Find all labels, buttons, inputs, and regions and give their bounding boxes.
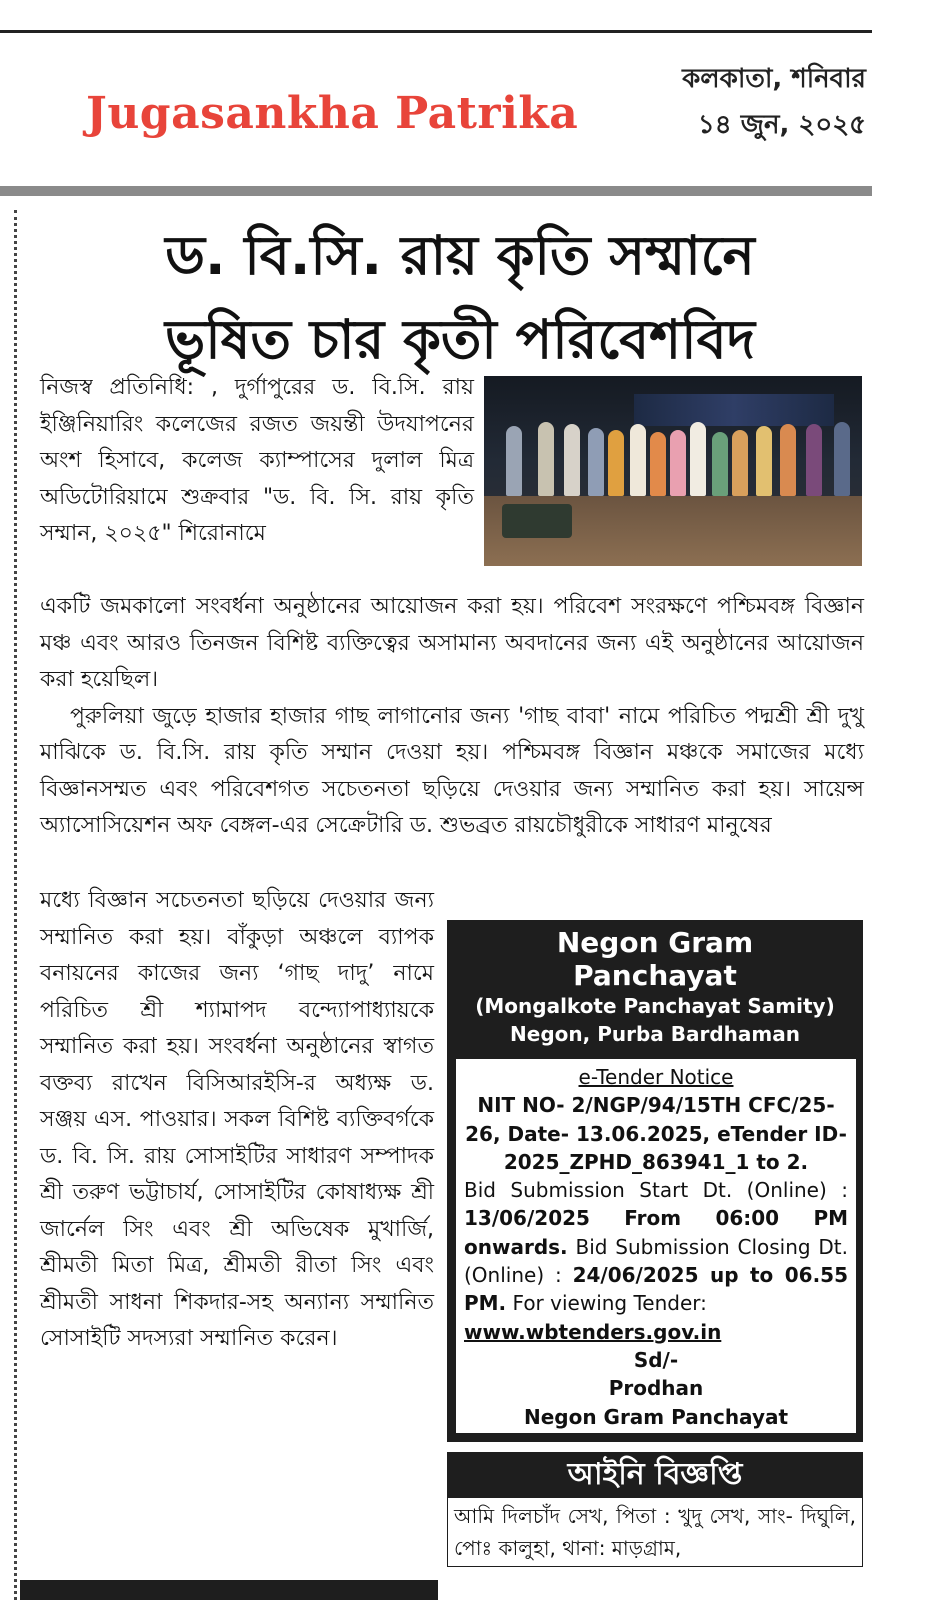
column-dotted-divider xyxy=(14,210,17,1600)
event-photo xyxy=(484,376,862,566)
tender-closing-value: 24/06/2025 up to 06.55 PM. xyxy=(464,1263,849,1316)
article-paragraph-1-rest: একটি জমকালো সংবর্ধনা অনুষ্ঠানের আয়োজন করা হয়। পরিবেশ সংরক্ষণে পশ্চিমবঙ্গ বিজ্ঞান মঞ্চ এবং আরও তিনজন বিশিষ্ট ব্যক্তিত্বের অসামান্য অবদানের জন্য এই অনুষ্ঠানের আয়োজন করা হয়েছিল। xyxy=(40,594,864,692)
headline-line-1: ড. বি.সি. রায় কৃতি সম্মানে xyxy=(165,224,755,287)
person-figure xyxy=(564,424,580,496)
legal-notice-body: আমি দিলচাঁদ সেখ, পিতা : খুদু সেখ, সাং- দিঘুলি, পোঃ কালুহা, থানা: মাড়গ্রাম, xyxy=(447,1498,863,1567)
person-figure xyxy=(650,432,666,496)
top-rule xyxy=(0,30,872,33)
tender-start-label: Bid Submission Start Dt. (Online) : xyxy=(464,1178,848,1203)
tender-nit: NIT NO- 2/NGP/94/15TH CFC/25-26, Date- 13.06.2025, eTender ID- 2025_ZPHD_863941_1 to 2. xyxy=(465,1093,847,1174)
masthead-title: Jugasankha Patrika xyxy=(86,88,579,139)
person-figure xyxy=(780,424,796,496)
tender-org-line-2: Panchayat xyxy=(573,959,737,992)
tender-samity: (Mongalkote Panchayat Samity) xyxy=(475,994,835,1018)
person-figure xyxy=(712,432,728,496)
stage-banner xyxy=(634,394,834,426)
person-figure xyxy=(690,422,706,496)
headline-line-2: ভূষিত চার কৃতী পরিবেশবিদ xyxy=(164,308,755,371)
tender-location: Negon, Purba Bardhaman xyxy=(510,1022,800,1046)
header-divider xyxy=(0,186,872,196)
person-figure xyxy=(506,426,522,496)
person-figure xyxy=(732,430,748,496)
dateline-date: ১৪ জুন, ২০২৫ xyxy=(697,110,866,140)
person-figure xyxy=(670,430,686,496)
tender-sd: Sd/- xyxy=(633,1347,679,1372)
person-figure xyxy=(538,422,554,496)
tender-website-link[interactable]: www.wbtenders.gov.in xyxy=(464,1319,722,1344)
next-article-header-bar xyxy=(20,1580,438,1600)
dateline-place-day: কলকাতা, শনিবার xyxy=(682,64,866,94)
tender-start-value: 13/06/2025 From 06:00 PM onwards. xyxy=(464,1206,848,1259)
tender-closing-label: Bid Submission Closing Dt. (Online) : xyxy=(464,1234,849,1288)
person-figure xyxy=(806,424,822,496)
article-column-full xyxy=(40,589,864,845)
tender-header xyxy=(447,926,863,1048)
tender-signatory-org: Negon Gram Panchayat xyxy=(523,1404,789,1429)
legal-notice-title: আইনি বিজ্ঞপ্তি xyxy=(447,1452,863,1498)
person-figure xyxy=(588,428,604,496)
person-figure xyxy=(834,422,850,496)
tender-body xyxy=(455,1058,857,1434)
article-paragraph-2: পুরুলিয়া জুড়ে হাজার হাজার গাছ লাগানোর জন্য 'গাছ বাবা' নামে পরিচিত পদ্মশ্রী শ্রী দুখু মাঝিকে ড. বি.সি. রায় কৃতি সম্মান দেওয়া হয়। পশ্চিমবঙ্গ বিজ্ঞান মঞ্চকে সমাজের মধ্যে বিজ্ঞানসম্মত এবং পরিবেশগত সচেতনতা ছড়িয়ে দেওয়ার জন্য সম্মানিত করা হয়। সায়েন্স অ্যাসোসিয়েশন অফ বেঙ্গল-এর সেক্রেটারি ড. শুভব্রত রায়চৌধুরীকে সাধারণ মানুষের xyxy=(40,703,864,838)
article-column-bottom xyxy=(40,883,434,1358)
person-figure xyxy=(756,426,772,496)
tender-notice-title: e-Tender Notice xyxy=(578,1065,734,1089)
person-figure xyxy=(608,430,624,496)
tender-viewing-label: For viewing Tender: xyxy=(512,1291,707,1316)
tender-org-line-1: Negon Gram xyxy=(556,926,754,959)
article-paragraph-1-start: নিজস্ব প্রতিনিধি: , দুর্গাপুরের ড. বি.সি. রায় ইঞ্জিনিয়ারিং কলেজের রজত জয়ন্তী উদযাপনের অংশ হিসাবে, কলেজ ক্যাম্পাসের দুলাল মিত্র অডিটোরিয়ামে শুক্রবার "ড. বি. সি. রায় কৃতি সম্মান, ২০২৫" শিরোনামে xyxy=(40,375,474,546)
tender-signatory: Prodhan xyxy=(608,1376,704,1401)
article-paragraph-2-rest: মধ্যে বিজ্ঞান সচেতনতা ছড়িয়ে দেওয়ার জন্য সম্মানিত করা হয়। বাঁকুড়া অঞ্চলে ব্যাপক বনায়নের কাজের জন্য ‘গাছ দাদু’ নামে পরিচিত শ্রী শ্যামাপদ বন্দ্যোপাধ্যায়কে সম্মানিত করা হয়। সংবর্ধনা অনুষ্ঠানের স্বাগত বক্তব্য রাখেন বিসিআরইসি-র অধ্যক্ষ ড. সঞ্জয় এস. পাওয়ার। সকল বিশিষ্ট ব্যক্তিবর্গকে ড. বি. সি. রায় সোসাইটির সাধারণ সম্পাদক শ্রী তরুণ ভট্টাচার্য, সোসাইটির কোষাধ্যক্ষ শ্রী জার্নেল সিং এবং শ্রী অভিষেক মুখার্জি, শ্রীমতী মিতা মিত্র, শ্রীমতী রীতা সিং এবং শ্রীমতী সাধনা শিকদার-সহ অন্যান্য সম্মানিত সোসাইটি সদস্যরা সম্মানিত করেন। xyxy=(40,888,434,1351)
legal-notice-ad xyxy=(447,1452,863,1600)
person-figure xyxy=(630,424,646,496)
tender-dates xyxy=(464,1176,848,1317)
article-column-top xyxy=(40,370,474,553)
article-headline xyxy=(60,214,860,382)
dateline xyxy=(682,56,866,148)
tender-notice-ad xyxy=(447,920,863,1442)
stage-speaker xyxy=(502,504,572,538)
